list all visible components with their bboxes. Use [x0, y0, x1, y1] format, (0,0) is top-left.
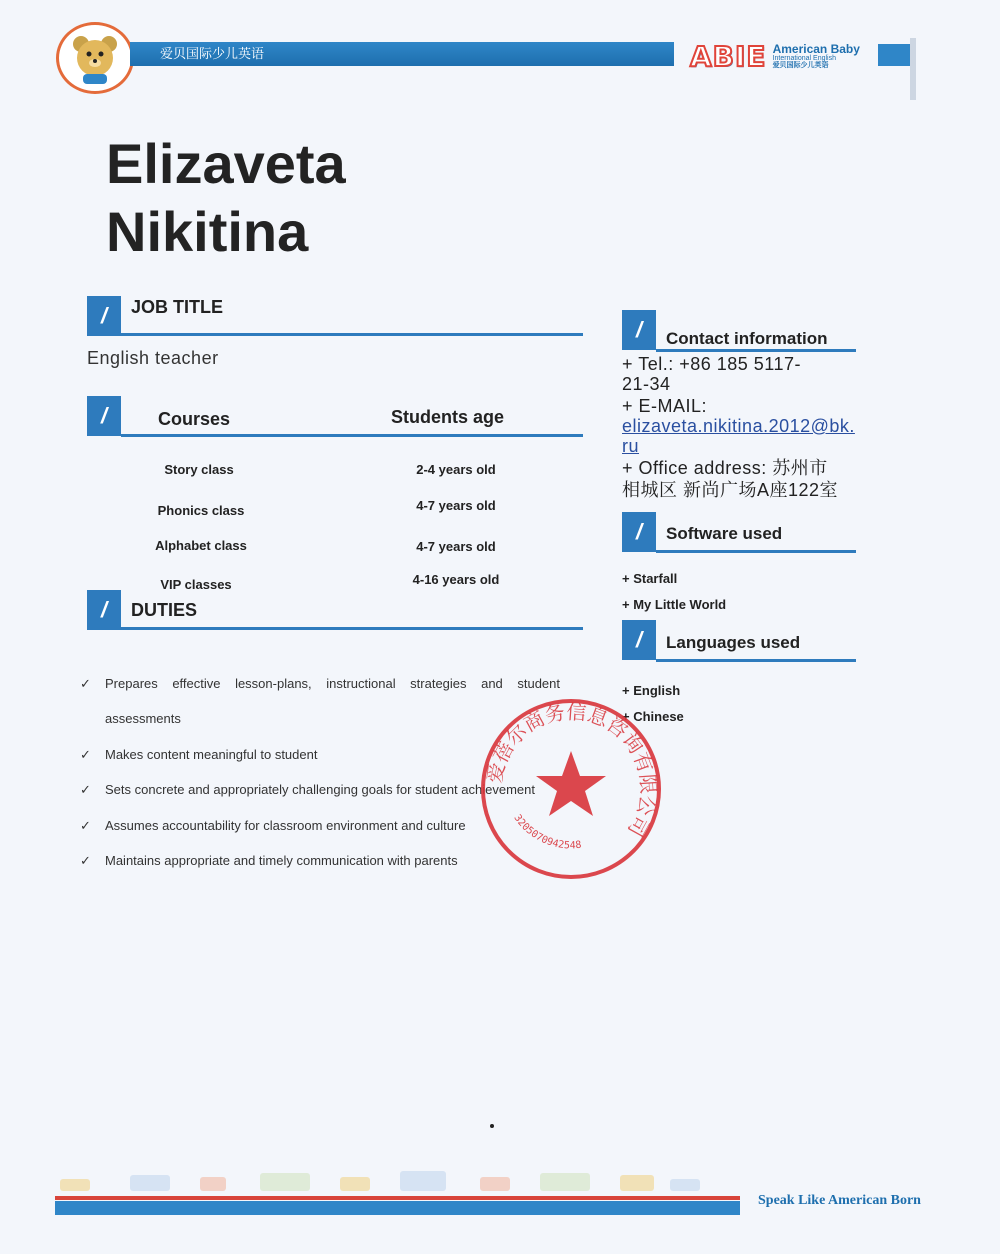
job-title-heading: JOB TITLE	[131, 297, 224, 317]
teddy-bear-icon	[56, 22, 134, 94]
courses-heading: Courses	[158, 409, 231, 429]
course-age: 4-16 years old	[412, 572, 500, 587]
footer-red-bar	[55, 1196, 740, 1200]
job-title-value: English teacher	[87, 348, 219, 368]
course-age: 4-7 years old	[416, 498, 496, 513]
course-name: Alphabet class	[155, 538, 247, 553]
course-age: 2-4 years old	[416, 462, 496, 477]
abie-brand-logo	[690, 40, 870, 72]
contact-office-address: + Office address: 苏州市 相城区 新尚广场A座122室	[622, 458, 839, 500]
students-age-heading: Students age	[391, 407, 505, 427]
language-item: + English	[622, 683, 681, 698]
header-brand-bar: 爱贝国际少儿英语	[130, 42, 674, 66]
languages-divider	[656, 659, 856, 662]
abie-line3: 爱贝国际少儿英语	[772, 62, 829, 69]
duty-item: ✓ Sets concrete and appropriately challenging goals for student achievement	[80, 782, 535, 797]
svg-text:3205070942548	[511, 813, 582, 852]
contact-tel: + Tel.: +86 185 5117- 21-34	[622, 354, 801, 394]
duty-item: ✓ Maintains appropriate and timely communication with parents	[80, 853, 458, 868]
slash-icon: /	[87, 296, 121, 336]
software-divider	[656, 550, 856, 553]
software-item: + My Little World	[622, 597, 727, 612]
check-icon: ✓	[80, 853, 91, 868]
job-title-divider	[121, 333, 583, 336]
header-bar-right	[878, 44, 912, 66]
course-name: VIP classes	[160, 577, 232, 592]
person-name	[106, 130, 346, 266]
course-name: Phonics class	[157, 503, 245, 518]
contact-heading: Contact information	[666, 329, 828, 348]
contact-email-label: + E-MAIL:	[622, 396, 708, 416]
contact-email-link[interactable]: elizaveta.nikitina.2012@bk. ru	[622, 416, 855, 456]
company-seal-stamp	[478, 696, 664, 882]
footer-slogan: Speak Like American Born	[758, 1193, 921, 1208]
duty-item-continued: assessments	[105, 711, 181, 726]
scan-speck	[490, 1124, 494, 1128]
abie-line1: American Baby	[772, 42, 860, 56]
page-edge-mark	[910, 38, 916, 100]
slash-icon: /	[622, 512, 656, 552]
check-icon: ✓	[80, 747, 91, 762]
course-age: 4-7 years old	[416, 539, 496, 554]
languages-heading: Languages used	[666, 633, 801, 652]
courses-divider	[121, 434, 583, 437]
check-icon: ✓	[80, 818, 91, 833]
slash-icon: /	[622, 310, 656, 350]
duty-item: ✓ Makes content meaningful to student	[80, 747, 318, 762]
abie-logo-text: ABIE	[690, 39, 767, 73]
first-name: Elizaveta	[106, 132, 346, 195]
language-item: + Chinese	[622, 709, 684, 724]
footer-blue-bar	[55, 1201, 740, 1215]
duties-divider	[121, 627, 583, 630]
duties-heading: DUTIES	[131, 600, 198, 620]
seal-company-name: 爱蓓尔商务信息咨询有限公司	[481, 699, 661, 841]
software-heading: Software used	[666, 524, 783, 543]
last-name: Nikitina	[106, 200, 309, 263]
slash-icon: /	[622, 620, 656, 660]
slash-icon: /	[87, 590, 121, 630]
seal-number: 3205070942548	[511, 812, 583, 852]
software-item: + Starfall	[622, 571, 678, 586]
duty-item: ✓ Assumes accountability for classroom environment and culture	[80, 818, 466, 833]
check-icon: ✓	[80, 676, 91, 691]
footer-decoration	[60, 1165, 710, 1193]
slash-icon: /	[87, 396, 121, 436]
contact-divider	[656, 349, 856, 352]
course-name: Story class	[164, 462, 234, 477]
abie-line2: International English	[772, 55, 836, 62]
duty-item: ✓ Prepares effective lesson-plans, instructional strategies and student	[80, 676, 560, 691]
check-icon: ✓	[80, 782, 91, 797]
